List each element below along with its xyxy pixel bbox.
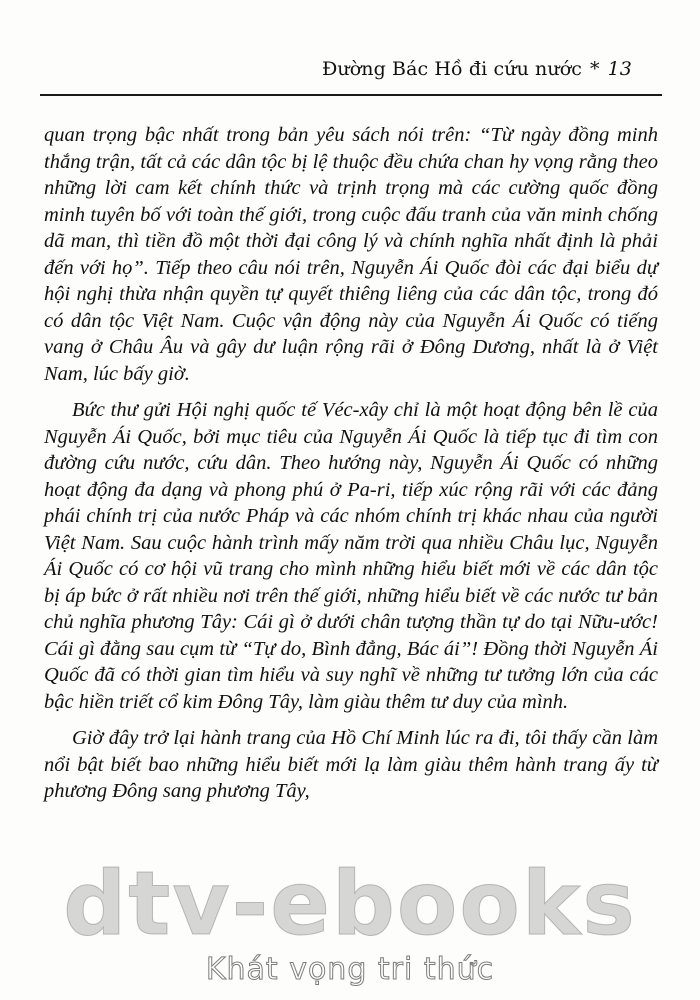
header-separator: * — [590, 58, 600, 80]
paragraph: Bức thư gửi Hội nghị quốc tế Véc-xây chỉ là một hoạt động bên lề của Nguyễn Ái Quốc, bởi mục tiêu của Nguyễn Ái Quốc là tiếp tục đi tìm con đường cứu nước, cứu dân. Theo hướng này, Nguyễn Ái Quốc có những hoạt động đa dạng và phong phú ở Pa-ri, tiếp xúc rộng rãi với các đảng phái chính trị của nước Pháp và các nhóm chính trị khác nhau của người Việt Nam. Sau cuộc hành trình mấy năm trời qua nhiều Châu lục, Nguyễn Ái Quốc có cơ hội vũ trang cho mình những hiểu biết mới về các dân tộc bị áp bức ở rất nhiều nơi trên thế giới, những hiểu biết về các nước tư bản chủ nghĩa phương Tây: Cái gì ở dưới chân tượng thần tự do tại Nữu-ước! Cái gì đằng sau cụm từ “Tự do, Bình đẳng, Bác ái”! Đồng thời Nguyễn Ái Quốc đã có thời gian tìm hiểu và suy nghĩ về những tư tưởng lớn của các bậc hiền triết cổ kim Đông Tây, làm giàu thêm tư duy của mình. — [44, 399, 658, 713]
page-number: 13 — [607, 58, 632, 80]
paragraph-continued: quan trọng bậc nhất trong bản yêu sách nói trên: “Từ ngày đồng minh thắng trận, tất cả các dân tộc bị lệ thuộc đều chứa chan hy vọng rằng theo những lời cam kết chính thức và trịnh trọng mà các cường quốc đồng minh tuyên bố với toàn thế giới, trong cuộc đấu tranh của văn minh chống dã man, thì tiền đồ một thời đại công lý và chính nghĩa nhất định là phải đến với họ”. Tiếp theo câu nói trên, Nguyễn Ái Quốc đòi các đại biểu dự hội nghị thừa nhận quyền tự quyết thiêng liêng của các dân tộc, trong đó có dân tộc Việt Nam. Cuộc vận động này của Nguyễn Ái Quốc có tiếng vang ở Châu Âu và gây dư luận rộng rãi ở Đông Dương, nhất là ở Việt Nam, lúc bấy giờ. — [44, 124, 658, 385]
running-header — [322, 58, 632, 80]
paragraph: Giờ đây trở lại hành trang của Hồ Chí Minh lúc ra đi, tôi thấy cần làm nổi bật biết bao những hiểu biết mới lạ làm giàu thêm hành trang ấy từ phương Đông sang phương Tây, — [44, 727, 658, 802]
running-header-title: Đường Bác Hồ đi cứu nước — [321, 58, 582, 80]
watermark-brand: dtv-ebooks — [63, 852, 637, 955]
body-text — [44, 122, 658, 815]
header-divider — [40, 94, 662, 96]
watermark-tagline: Khát vọng tri thức — [205, 952, 495, 987]
